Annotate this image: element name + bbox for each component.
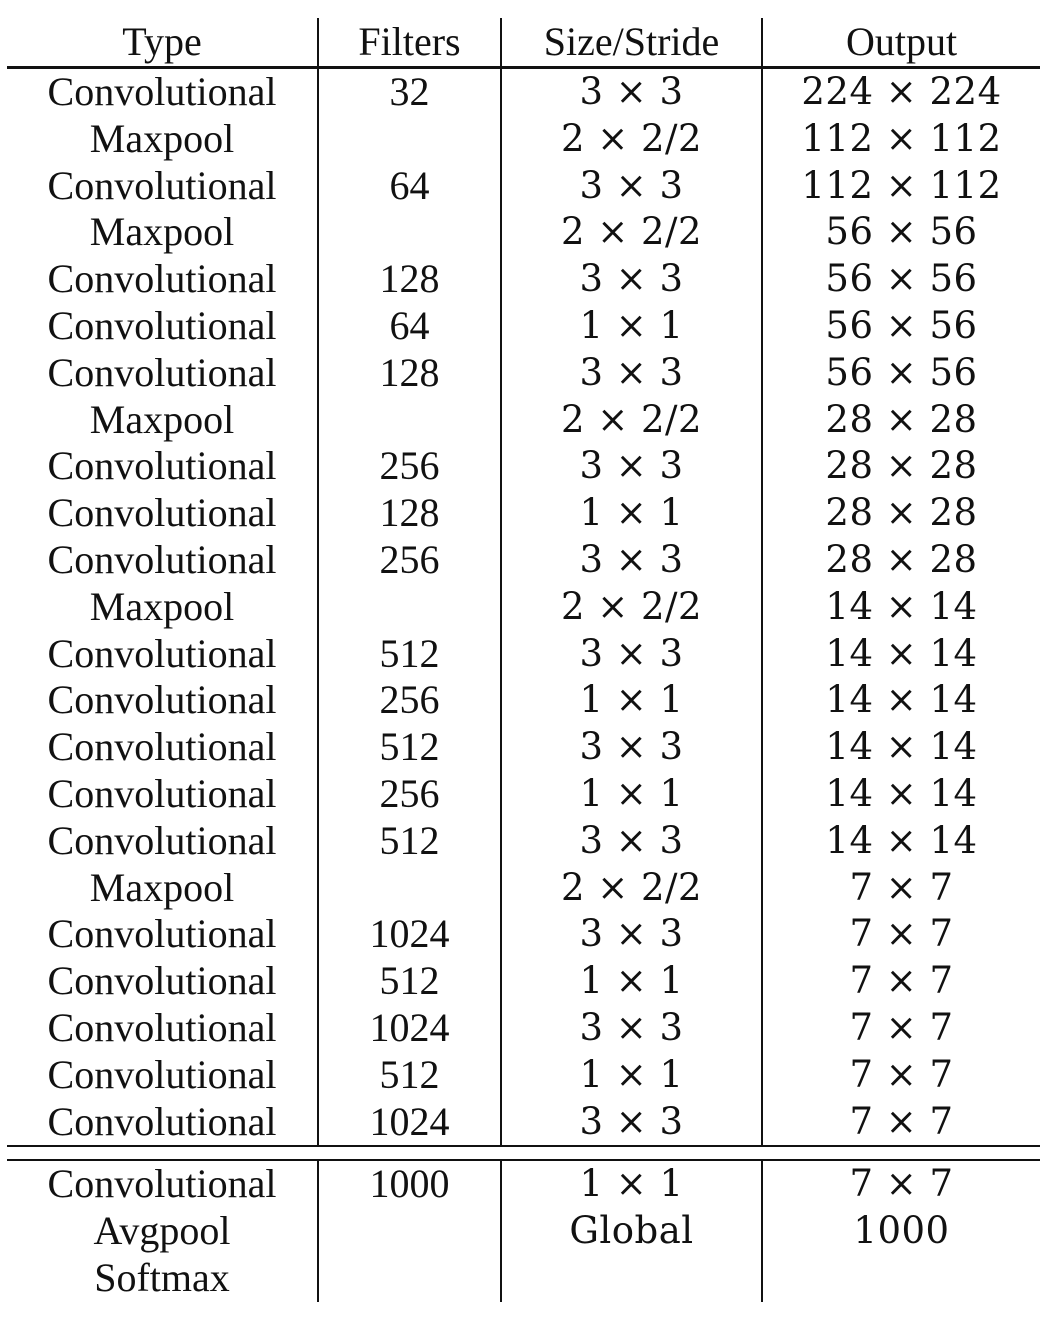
type-cell: Convolutional: [7, 443, 318, 490]
size-stride-cell: 2 × 2/2: [501, 116, 762, 163]
type-cell: Convolutional: [7, 1052, 318, 1099]
type-cell: Convolutional: [7, 677, 318, 724]
table-row: [7, 1052, 1040, 1099]
output-cell: 14 × 14: [825, 678, 978, 722]
type-cell: Maxpool: [7, 584, 318, 631]
filters-cell: 128: [318, 256, 501, 303]
size-stride-cell: 3 × 3: [501, 68, 762, 116]
filters-cell: 256: [318, 443, 501, 490]
filters-cell: [318, 397, 501, 444]
type-cell: Convolutional: [7, 68, 318, 116]
size-stride-cell: 1 × 1: [501, 1160, 762, 1208]
table-row: [7, 537, 1040, 584]
table-row: [7, 818, 1040, 865]
output-cell: 14 × 14: [825, 584, 978, 628]
output-cell: 14 × 14: [825, 771, 978, 815]
output-cell: [762, 1255, 1040, 1302]
table-row: [7, 631, 1040, 678]
output-cell: 7 × 7: [849, 1052, 954, 1096]
filters-cell: 32: [318, 68, 501, 116]
filters-cell: [318, 584, 501, 631]
header-output: Output: [762, 18, 1040, 68]
table-row: [7, 303, 1040, 350]
filters-cell: 512: [318, 1052, 501, 1099]
table-row: [7, 958, 1040, 1005]
table-row: [7, 163, 1040, 210]
type-cell: Convolutional: [7, 303, 318, 350]
architecture-table: [7, 18, 1040, 1302]
type-cell: Maxpool: [7, 116, 318, 163]
filters-cell: 128: [318, 490, 501, 537]
filters-cell: 256: [318, 771, 501, 818]
rule-gap-cell: [7, 1146, 318, 1160]
output-cell: 56 × 56: [825, 303, 978, 347]
table-row: [7, 1255, 1040, 1302]
size-stride-cell: 2 × 2/2: [501, 209, 762, 256]
size-stride-cell: 3 × 3: [501, 631, 762, 678]
filters-cell: [318, 1208, 501, 1255]
size-stride-cell: 1 × 1: [501, 490, 762, 537]
rule-gap-cell: [318, 1146, 501, 1160]
filters-cell: [318, 1255, 501, 1302]
type-cell: Convolutional: [7, 537, 318, 584]
size-stride-cell: 3 × 3: [501, 1005, 762, 1052]
type-cell: Convolutional: [7, 631, 318, 678]
filters-cell: 64: [318, 163, 501, 210]
size-stride-cell: 1 × 1: [501, 303, 762, 350]
size-stride-cell: 2 × 2/2: [501, 584, 762, 631]
type-cell: Convolutional: [7, 1005, 318, 1052]
type-cell: Convolutional: [7, 350, 318, 397]
table-footer-body: [7, 1146, 1040, 1301]
size-stride-cell: 3 × 3: [501, 911, 762, 958]
type-cell: Maxpool: [7, 397, 318, 444]
table-row: [7, 397, 1040, 444]
output-cell: 7 × 7: [849, 959, 954, 1003]
filters-cell: [318, 209, 501, 256]
output-cell: 7 × 7: [762, 1099, 1040, 1147]
output-cell: 28 × 28: [825, 537, 978, 581]
filters-cell: 1024: [318, 911, 501, 958]
header-filters: Filters: [318, 18, 501, 68]
filters-cell: 128: [318, 350, 501, 397]
table-row: [7, 1208, 1040, 1255]
table-row: [7, 68, 1040, 116]
type-cell: Convolutional: [7, 256, 318, 303]
size-stride-cell: 2 × 2/2: [501, 397, 762, 444]
double-rule-gap: [7, 1146, 1040, 1160]
table-row: [7, 1099, 1040, 1147]
size-stride-cell: 3 × 3: [501, 256, 762, 303]
table-row: [7, 116, 1040, 163]
output-cell: 1000: [853, 1209, 950, 1253]
table-row: [7, 490, 1040, 537]
table-row: [7, 584, 1040, 631]
type-cell: Avgpool: [7, 1208, 318, 1255]
output-cell: 28 × 28: [825, 444, 978, 488]
size-stride-cell: 1 × 1: [501, 958, 762, 1005]
size-stride-cell: 3 × 3: [501, 724, 762, 771]
type-cell: Convolutional: [7, 818, 318, 865]
table-row: [7, 724, 1040, 771]
header-size-stride: Size/Stride: [501, 18, 762, 68]
type-cell: Convolutional: [7, 490, 318, 537]
table-row: [7, 350, 1040, 397]
output-cell: 56 × 56: [825, 257, 978, 301]
output-cell: 7 × 7: [849, 912, 954, 956]
size-stride-cell: 3 × 3: [501, 350, 762, 397]
table-row: [7, 677, 1040, 724]
rule-gap-cell: [762, 1146, 1040, 1160]
size-stride-cell: 3 × 3: [501, 1099, 762, 1147]
type-cell: Convolutional: [7, 911, 318, 958]
output-cell: 224 × 224: [801, 70, 1002, 113]
type-cell: Convolutional: [7, 771, 318, 818]
table-row: [7, 256, 1040, 303]
output-cell: 7 × 7: [849, 865, 954, 909]
table-row: [7, 771, 1040, 818]
filters-cell: 256: [318, 677, 501, 724]
table-row: [7, 1160, 1040, 1208]
filters-cell: 512: [318, 724, 501, 771]
output-cell: 7 × 7: [849, 1162, 954, 1206]
table-row: [7, 1005, 1040, 1052]
size-stride-cell: 1 × 1: [501, 1052, 762, 1099]
type-cell: Convolutional: [7, 163, 318, 210]
size-stride-cell: 1 × 1: [501, 677, 762, 724]
output-cell: 112 × 112: [801, 163, 1002, 207]
table-body: [7, 68, 1040, 1147]
type-cell: Convolutional: [7, 958, 318, 1005]
filters-cell: [318, 116, 501, 163]
filters-cell: 1000: [318, 1160, 501, 1208]
filters-cell: 1024: [318, 1005, 501, 1052]
filters-cell: 256: [318, 537, 501, 584]
type-cell: Convolutional: [7, 1160, 318, 1208]
output-cell: 7 × 7: [849, 1005, 954, 1049]
size-stride-cell: 1 × 1: [501, 771, 762, 818]
filters-cell: 64: [318, 303, 501, 350]
table-header-row: [7, 18, 1040, 68]
output-cell: 14 × 14: [825, 725, 978, 769]
output-cell: 14 × 14: [825, 818, 978, 862]
table-row: [7, 865, 1040, 912]
filters-cell: 512: [318, 958, 501, 1005]
size-stride-cell: 3 × 3: [501, 443, 762, 490]
size-stride-cell: 2 × 2/2: [501, 865, 762, 912]
type-cell: Maxpool: [7, 865, 318, 912]
size-stride-cell: Global: [501, 1208, 762, 1255]
filters-cell: 1024: [318, 1099, 501, 1147]
output-cell: 112 × 112: [801, 116, 1002, 160]
type-cell: Convolutional: [7, 1099, 318, 1147]
output-cell: 28 × 28: [825, 491, 978, 535]
output-cell: 14 × 14: [825, 631, 978, 675]
size-stride-cell: 3 × 3: [501, 537, 762, 584]
output-cell: 56 × 56: [825, 210, 978, 254]
output-cell: 56 × 56: [825, 350, 978, 394]
size-stride-cell: [501, 1255, 762, 1302]
table-row: [7, 443, 1040, 490]
filters-cell: [318, 865, 501, 912]
output-cell: 28 × 28: [825, 397, 978, 441]
size-stride-cell: 3 × 3: [501, 818, 762, 865]
rule-gap-cell: [501, 1146, 762, 1160]
type-cell: Convolutional: [7, 724, 318, 771]
architecture-table-wrapper: [7, 18, 1040, 1302]
size-stride-cell: 3 × 3: [501, 163, 762, 210]
header-type: Type: [7, 18, 318, 68]
type-cell: Softmax: [7, 1255, 318, 1302]
type-cell: Maxpool: [7, 209, 318, 256]
table-row: [7, 209, 1040, 256]
filters-cell: 512: [318, 631, 501, 678]
table-row: [7, 911, 1040, 958]
filters-cell: 512: [318, 818, 501, 865]
